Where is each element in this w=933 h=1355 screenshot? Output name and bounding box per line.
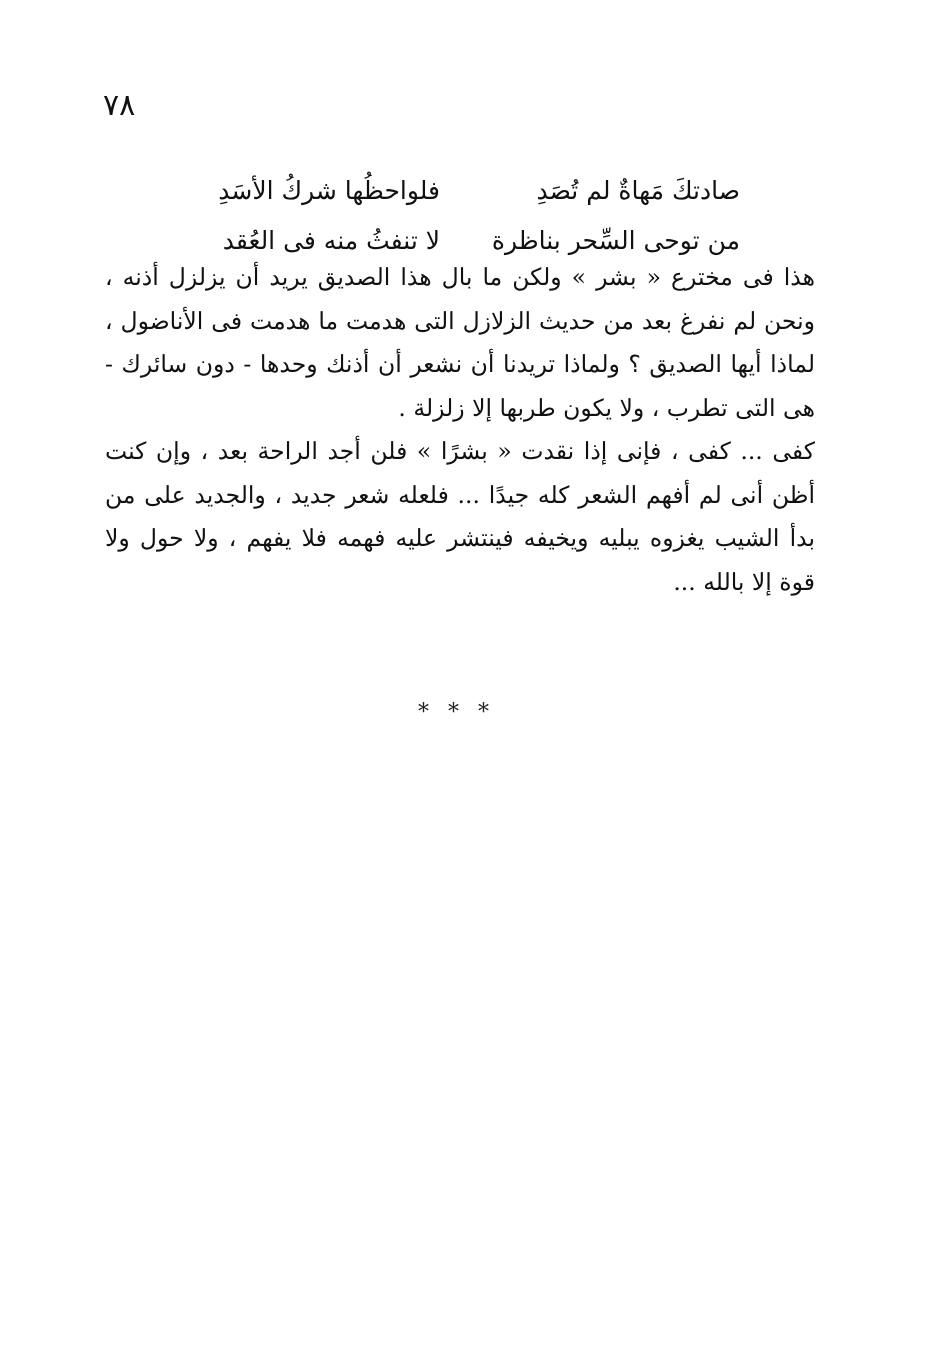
- verse-2-first-hemistich: من توحى السِّحر بناظرة: [491, 226, 740, 255]
- paragraph-1: هذا فى مخترع « بشر » ولكن ما بال هذا الصديق يريد أن يزلزل أذنه ، ونحن لم نفرغ بعد من حديث الزلازل التى هدمت ما هدمت فى الأناضول ، لماذا أيها الصديق ؟ ولماذا تريدنا أن نشعر أن أذنك وحدها - دون سائرك - هى التى تطرب ، ولا يكون طربها إلا زلزلة .: [105, 263, 815, 422]
- page-number: ٧٨: [103, 88, 136, 123]
- prose-body: [105, 256, 815, 604]
- poem: [150, 166, 740, 266]
- verse-1-second-hemistich: فلواحظُها شركُ الأسَدِ: [218, 176, 440, 205]
- verse-1-first-hemistich: صادتكَ مَهاةٌ لم تُصَدِ: [536, 176, 740, 205]
- verse: [150, 166, 740, 216]
- paragraph-2: كفى ... كفى ، فإنى إذا نقدت « بشرًا » فلن أجد الراحة بعد ، وإن كنت أظن أنى لم أفهم الشعر كله جيدًا ... فلعله شعر جديد ، والجديد على من بدأ الشيب يغزوه يبليه ويخيفه فينتشر عليه فهمه فلا يفهم ، ولا حول ولا قوة إلا بالله ...: [105, 437, 815, 596]
- verse-2-second-hemistich: لا تنفثُ منه فى العُقد: [222, 226, 440, 255]
- section-separator: * * *: [418, 700, 495, 725]
